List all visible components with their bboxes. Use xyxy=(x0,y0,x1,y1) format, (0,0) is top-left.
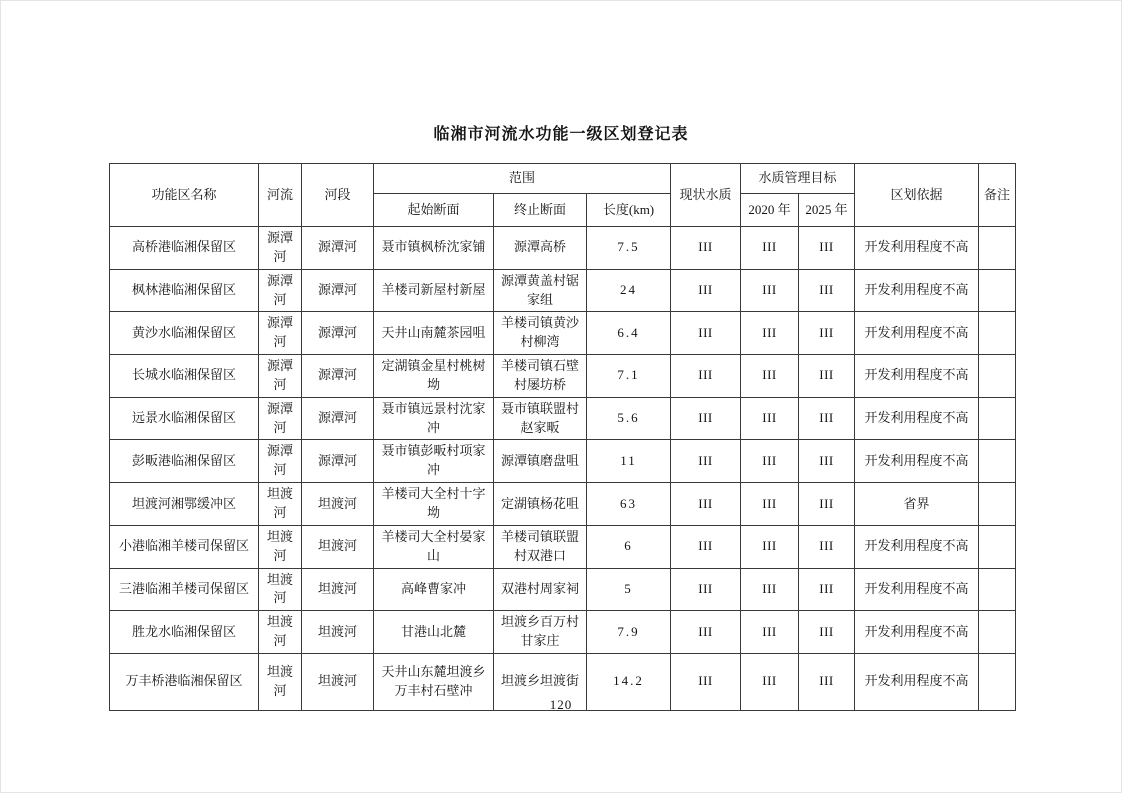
cell-reach: 源潭河 xyxy=(302,312,374,355)
cell-current: III xyxy=(671,568,741,611)
cell-reach: 坦渡河 xyxy=(302,483,374,526)
cell-basis: 省界 xyxy=(855,483,979,526)
col-header-length-km: 长度(km) xyxy=(587,194,671,227)
cell-start: 羊楼司大全村十字坳 xyxy=(374,483,494,526)
cell-y2025: III xyxy=(799,611,855,654)
cell-length: 14.2 xyxy=(587,653,671,710)
cell-river: 坦渡河 xyxy=(259,611,302,654)
cell-start: 天井山东麓坦渡乡万丰村石壁冲 xyxy=(374,653,494,710)
cell-current: III xyxy=(671,269,741,312)
cell-reach: 坦渡河 xyxy=(302,611,374,654)
col-header-current-water-quality: 现状水质 xyxy=(671,164,741,227)
cell-start: 聂市镇远景村沈家冲 xyxy=(374,397,494,440)
cell-y2020: III xyxy=(741,440,799,483)
cell-start: 高峰曹家冲 xyxy=(374,568,494,611)
cell-river: 坦渡河 xyxy=(259,525,302,568)
cell-length: 7.5 xyxy=(587,227,671,270)
cell-current: III xyxy=(671,312,741,355)
cell-river: 坦渡河 xyxy=(259,568,302,611)
col-header-range: 范围 xyxy=(374,164,671,194)
cell-y2020: III xyxy=(741,397,799,440)
table-row xyxy=(110,312,1016,355)
cell-length: 63 xyxy=(587,483,671,526)
cell-river: 源潭河 xyxy=(259,440,302,483)
cell-remark xyxy=(979,483,1016,526)
cell-y2020: III xyxy=(741,611,799,654)
cell-name: 枫林港临湘保留区 xyxy=(110,269,259,312)
cell-y2020: III xyxy=(741,483,799,526)
cell-y2020: III xyxy=(741,227,799,270)
cell-start: 甘港山北麓 xyxy=(374,611,494,654)
col-header-remark: 备注 xyxy=(979,164,1016,227)
cell-y2025: III xyxy=(799,312,855,355)
cell-y2020: III xyxy=(741,269,799,312)
cell-length: 24 xyxy=(587,269,671,312)
table-header xyxy=(110,164,1016,227)
table-row xyxy=(110,227,1016,270)
col-header-quality-target: 水质管理目标 xyxy=(741,164,855,194)
cell-current: III xyxy=(671,227,741,270)
col-header-year-2020: 2020 年 xyxy=(741,194,799,227)
cell-name: 远景水临湘保留区 xyxy=(110,397,259,440)
cell-y2020: III xyxy=(741,312,799,355)
cell-end: 羊楼司镇黄沙村柳湾 xyxy=(494,312,587,355)
table-row xyxy=(110,269,1016,312)
cell-remark xyxy=(979,269,1016,312)
cell-river: 源潭河 xyxy=(259,227,302,270)
cell-end: 源潭高桥 xyxy=(494,227,587,270)
cell-reach: 坦渡河 xyxy=(302,653,374,710)
cell-river: 坦渡河 xyxy=(259,483,302,526)
cell-y2025: III xyxy=(799,355,855,398)
cell-name: 彭畈港临湘保留区 xyxy=(110,440,259,483)
cell-length: 7.1 xyxy=(587,355,671,398)
cell-y2020: III xyxy=(741,355,799,398)
cell-remark xyxy=(979,227,1016,270)
cell-name: 高桥港临湘保留区 xyxy=(110,227,259,270)
table-row xyxy=(110,397,1016,440)
cell-basis: 开发利用程度不高 xyxy=(855,525,979,568)
table-row xyxy=(110,440,1016,483)
cell-y2025: III xyxy=(799,525,855,568)
cell-basis: 开发利用程度不高 xyxy=(855,355,979,398)
cell-end: 羊楼司镇联盟村双港口 xyxy=(494,525,587,568)
cell-basis: 开发利用程度不高 xyxy=(855,568,979,611)
cell-name: 坦渡河湘鄂缓冲区 xyxy=(110,483,259,526)
cell-remark xyxy=(979,611,1016,654)
col-header-start-section: 起始断面 xyxy=(374,194,494,227)
cell-start: 羊楼司大全村晏家山 xyxy=(374,525,494,568)
cell-start: 天井山南麓茶园咀 xyxy=(374,312,494,355)
cell-current: III xyxy=(671,440,741,483)
cell-river: 坦渡河 xyxy=(259,653,302,710)
cell-end: 双港村周家祠 xyxy=(494,568,587,611)
cell-remark xyxy=(979,355,1016,398)
cell-remark xyxy=(979,312,1016,355)
cell-length: 7.9 xyxy=(587,611,671,654)
cell-y2025: III xyxy=(799,483,855,526)
cell-basis: 开发利用程度不高 xyxy=(855,653,979,710)
cell-name: 长城水临湘保留区 xyxy=(110,355,259,398)
cell-basis: 开发利用程度不高 xyxy=(855,440,979,483)
cell-name: 小港临湘羊楼司保留区 xyxy=(110,525,259,568)
cell-start: 聂市镇枫桥沈家铺 xyxy=(374,227,494,270)
cell-end: 源潭镇磨盘咀 xyxy=(494,440,587,483)
cell-end: 羊楼司镇石壁村屡坊桥 xyxy=(494,355,587,398)
cell-remark xyxy=(979,568,1016,611)
cell-reach: 坦渡河 xyxy=(302,525,374,568)
cell-river: 源潭河 xyxy=(259,312,302,355)
cell-y2020: III xyxy=(741,525,799,568)
cell-remark xyxy=(979,440,1016,483)
table-row xyxy=(110,525,1016,568)
cell-start: 定湖镇金星村桃树坳 xyxy=(374,355,494,398)
table-row xyxy=(110,611,1016,654)
cell-reach: 源潭河 xyxy=(302,269,374,312)
cell-basis: 开发利用程度不高 xyxy=(855,269,979,312)
cell-end: 源潭黄盖村锯家组 xyxy=(494,269,587,312)
cell-current: III xyxy=(671,611,741,654)
page-number: 120 xyxy=(549,697,573,712)
col-header-reach: 河段 xyxy=(302,164,374,227)
table-row xyxy=(110,483,1016,526)
cell-reach: 源潭河 xyxy=(302,355,374,398)
cell-reach: 源潭河 xyxy=(302,440,374,483)
cell-river: 源潭河 xyxy=(259,269,302,312)
cell-current: III xyxy=(671,397,741,440)
cell-start: 羊楼司新屋村新屋 xyxy=(374,269,494,312)
cell-y2025: III xyxy=(799,568,855,611)
col-header-end-section: 终止断面 xyxy=(494,194,587,227)
col-header-function-zone-name: 功能区名称 xyxy=(110,164,259,227)
cell-reach: 坦渡河 xyxy=(302,568,374,611)
cell-name: 三港临湘羊楼司保留区 xyxy=(110,568,259,611)
cell-basis: 开发利用程度不高 xyxy=(855,611,979,654)
table-row xyxy=(110,568,1016,611)
cell-name: 万丰桥港临湘保留区 xyxy=(110,653,259,710)
cell-current: III xyxy=(671,525,741,568)
col-header-year-2025: 2025 年 xyxy=(799,194,855,227)
cell-end: 坦渡乡百万村甘家庄 xyxy=(494,611,587,654)
cell-y2025: III xyxy=(799,227,855,270)
table-row xyxy=(110,355,1016,398)
cell-y2020: III xyxy=(741,568,799,611)
cell-end: 坦渡乡坦渡街 xyxy=(494,653,587,710)
cell-reach: 源潭河 xyxy=(302,397,374,440)
cell-length: 6 xyxy=(587,525,671,568)
cell-y2020: III xyxy=(741,653,799,710)
col-header-river: 河流 xyxy=(259,164,302,227)
cell-length: 5.6 xyxy=(587,397,671,440)
table-body xyxy=(110,227,1016,711)
cell-basis: 开发利用程度不高 xyxy=(855,227,979,270)
cell-y2025: III xyxy=(799,269,855,312)
cell-end: 定湖镇杨花咀 xyxy=(494,483,587,526)
cell-basis: 开发利用程度不高 xyxy=(855,397,979,440)
cell-remark xyxy=(979,525,1016,568)
cell-remark xyxy=(979,397,1016,440)
cell-y2025: III xyxy=(799,397,855,440)
cell-river: 源潭河 xyxy=(259,397,302,440)
cell-current: III xyxy=(671,653,741,710)
cell-end: 聂市镇联盟村赵家畈 xyxy=(494,397,587,440)
cell-y2025: III xyxy=(799,440,855,483)
cell-length: 6.4 xyxy=(587,312,671,355)
cell-y2025: III xyxy=(799,653,855,710)
cell-current: III xyxy=(671,355,741,398)
cell-length: 5 xyxy=(587,568,671,611)
cell-start: 聂市镇彭畈村项家冲 xyxy=(374,440,494,483)
cell-name: 胜龙水临湘保留区 xyxy=(110,611,259,654)
col-header-zoning-basis: 区划依据 xyxy=(855,164,979,227)
cell-basis: 开发利用程度不高 xyxy=(855,312,979,355)
cell-reach: 源潭河 xyxy=(302,227,374,270)
cell-current: III xyxy=(671,483,741,526)
cell-length: 11 xyxy=(587,440,671,483)
zoning-table xyxy=(109,163,1016,711)
cell-name: 黄沙水临湘保留区 xyxy=(110,312,259,355)
page-title: 临湘市河流水功能一级区划登记表 xyxy=(433,126,689,143)
cell-river: 源潭河 xyxy=(259,355,302,398)
